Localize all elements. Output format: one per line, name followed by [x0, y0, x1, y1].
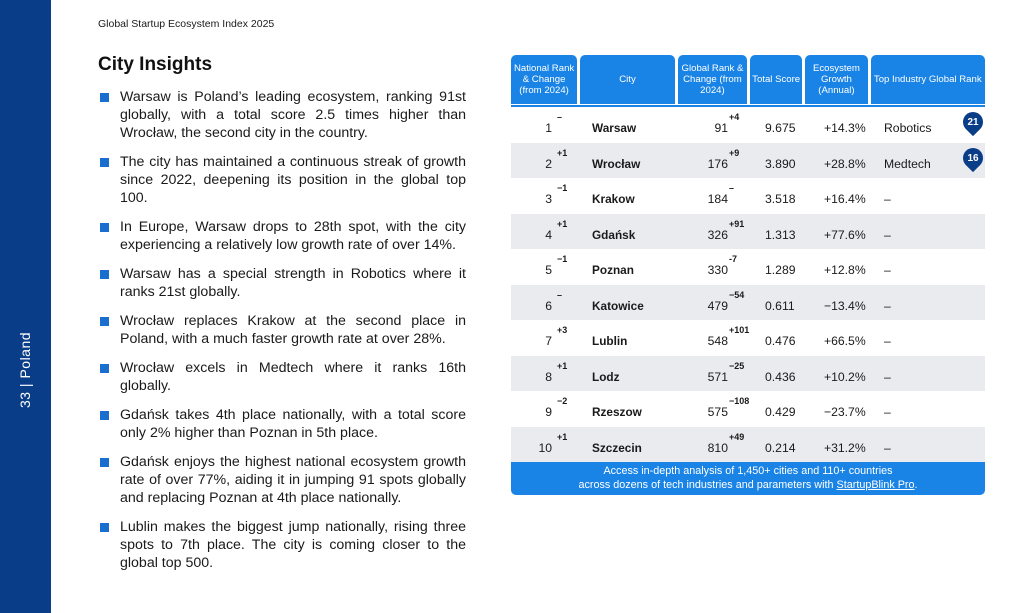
insight-item — [98, 265, 466, 301]
header-global-rank: Global Rank & Change (from 2024) — [678, 55, 747, 104]
global-rank-change: +49 — [729, 431, 745, 442]
global-rank: 810 — [707, 440, 728, 455]
insight-text: Gdańsk takes 4th place nationally, with a total score only 2% higher than Poznan in 5th place. — [120, 407, 466, 441]
global-rank: 571 — [707, 369, 728, 384]
ranking-table — [511, 55, 985, 495]
national-rank: 6 — [545, 298, 552, 313]
promo-line-2 — [517, 478, 979, 492]
national-rank: 7 — [545, 334, 552, 348]
sidebar — [0, 0, 51, 613]
national-rank: 2 — [545, 156, 552, 171]
industry-rank-badge: 16 — [967, 152, 979, 163]
insight-item — [98, 312, 466, 348]
global-rank-change: −108 — [729, 396, 750, 406]
global-rank: 575 — [707, 405, 728, 419]
total-score: 0.611 — [765, 298, 795, 313]
global-rank-change: −54 — [729, 289, 745, 300]
city-name: Rzeszow — [592, 405, 642, 419]
bullet-marker — [100, 270, 109, 279]
insight-text: Gdańsk enjoys the highest national ecosystem growth rate of over 77%, aiding it in jumping 91 spots globally and replacing Poznan at 4th place nationally. — [120, 454, 466, 506]
insight-item — [98, 218, 466, 254]
bullet-marker — [100, 93, 109, 102]
national-rank-change: −1 — [557, 183, 568, 193]
insight-text: Warsaw is Poland’s leading ecosystem, ranking 91st globally, with a total score 2.5 times higher than Wrocław, the second city in the country. — [120, 89, 466, 141]
insight-text: In Europe, Warsaw drops to 28th spot, with the city experiencing a relatively low growth rate of over 14%. — [120, 219, 466, 253]
national-rank: 5 — [545, 263, 552, 277]
ecosystem-growth: +28.8% — [824, 156, 866, 171]
insight-item — [98, 453, 466, 507]
insight-item — [98, 359, 466, 395]
global-rank: 184 — [707, 192, 728, 206]
national-rank-change: – — [557, 289, 563, 300]
ecosystem-growth: +10.2% — [824, 369, 866, 384]
global-rank: 479 — [707, 298, 728, 313]
table-row — [511, 214, 985, 250]
city-name: Szczecin — [592, 440, 642, 455]
bullet-marker — [100, 223, 109, 232]
startupblink-pro-link[interactable]: StartupBlink Pro — [836, 479, 915, 491]
global-rank-change: -7 — [729, 254, 738, 264]
national-rank-change: – — [557, 112, 563, 122]
ecosystem-growth: −23.7% — [824, 405, 866, 419]
national-rank-change: +1 — [557, 218, 568, 229]
global-rank-change: +9 — [729, 147, 740, 158]
header-city: City — [580, 55, 675, 104]
top-industry: – — [884, 227, 891, 242]
total-score: 9.675 — [765, 121, 796, 135]
table-row — [511, 391, 985, 427]
header-top-industry: Top Industry Global Rank — [871, 55, 985, 104]
insight-text: Wrocław excels in Medtech where it ranks 16th globally. — [120, 360, 466, 394]
promo-line-2-text: across dozens of tech industries and parameters with — [578, 479, 834, 491]
global-rank-change: +101 — [729, 325, 750, 335]
bullet-marker — [100, 158, 109, 167]
report-title: Global Startup Ecosystem Index 2025 — [98, 18, 275, 30]
insight-text: The city has maintained a continuous streak of growth since 2022, deepening its position in the global top 100. — [120, 154, 466, 206]
national-rank: 1 — [545, 121, 552, 135]
top-industry: – — [884, 192, 891, 206]
header-national-rank: National Rank & Change (from 2024) — [511, 55, 577, 104]
table-row — [511, 107, 985, 143]
insight-item — [98, 88, 466, 142]
table-row — [511, 285, 985, 321]
national-rank: 3 — [545, 192, 552, 206]
page-label: 33 | Poland — [17, 331, 33, 409]
bullet-marker — [100, 411, 109, 420]
insight-text: Warsaw has a special strength in Robotics where it ranks 21st globally. — [120, 266, 466, 300]
insight-item — [98, 406, 466, 442]
national-rank-change: +1 — [557, 147, 568, 158]
global-rank: 330 — [707, 263, 728, 277]
national-rank-change: +1 — [557, 431, 568, 442]
global-rank-change: +4 — [729, 112, 740, 122]
total-score: 1.289 — [765, 263, 796, 277]
ecosystem-growth: +14.3% — [824, 121, 866, 135]
top-industry: – — [884, 298, 891, 313]
city-name: Warsaw — [592, 121, 637, 135]
city-name: Poznan — [592, 263, 634, 277]
bullet-marker — [100, 317, 109, 326]
total-score: 0.436 — [765, 369, 796, 384]
section-title: City Insights — [98, 54, 213, 75]
global-rank: 548 — [707, 334, 728, 348]
global-rank: 91 — [714, 121, 728, 135]
top-industry: – — [884, 369, 891, 384]
global-rank-change: +91 — [729, 218, 745, 229]
national-rank-change: −2 — [557, 396, 568, 406]
table-row — [511, 143, 985, 179]
national-rank: 8 — [545, 369, 552, 384]
national-rank: 10 — [538, 440, 552, 455]
table-row — [511, 427, 985, 463]
table-row — [511, 320, 985, 356]
promo-footer — [511, 462, 985, 495]
table-row — [511, 249, 985, 285]
table-header — [511, 55, 985, 104]
table-row — [511, 356, 985, 392]
insight-item — [98, 153, 466, 207]
bullet-marker — [100, 523, 109, 532]
promo-line-2-end: . — [914, 479, 918, 491]
national-rank-change: +1 — [557, 360, 568, 371]
total-score: 3.518 — [765, 192, 796, 206]
global-rank-change: – — [729, 183, 735, 193]
city-name: Wrocław — [592, 156, 641, 171]
total-score: 0.429 — [765, 405, 796, 419]
city-name: Gdańsk — [592, 227, 636, 242]
top-industry: – — [884, 440, 891, 455]
national-rank: 4 — [545, 227, 552, 242]
top-industry: – — [884, 263, 891, 277]
national-rank: 9 — [545, 405, 552, 419]
global-rank-change: −25 — [729, 360, 745, 371]
insights-list — [98, 88, 466, 583]
city-name: Lodz — [592, 369, 620, 384]
ecosystem-growth: +16.4% — [824, 192, 866, 206]
ecosystem-growth: −13.4% — [824, 298, 866, 313]
total-score: 0.214 — [765, 440, 796, 455]
insight-text: Wrocław replaces Krakow at the second place in Poland, with a much faster growth rate at over 28%. — [120, 313, 466, 347]
ecosystem-growth: +31.2% — [824, 440, 866, 455]
table-row — [511, 178, 985, 214]
industry-rank-badge: 21 — [967, 116, 979, 128]
global-rank: 176 — [707, 156, 728, 171]
total-score: 3.890 — [765, 156, 796, 171]
city-name: Lublin — [592, 334, 628, 348]
bullet-marker — [100, 364, 109, 373]
city-name: Krakow — [592, 192, 635, 206]
global-rank: 326 — [707, 227, 728, 242]
map-pin-icon — [959, 143, 987, 171]
top-industry: – — [884, 334, 891, 348]
ecosystem-growth: +12.8% — [824, 263, 866, 277]
total-score: 1.313 — [765, 227, 796, 242]
top-industry: – — [884, 405, 891, 419]
national-rank-change: +3 — [557, 325, 568, 335]
top-industry: Robotics — [884, 121, 932, 135]
insight-item — [98, 518, 466, 572]
top-industry: Medtech — [884, 156, 931, 171]
bullet-marker — [100, 458, 109, 467]
promo-line-1: Access in-depth analysis of 1,450+ cities and 110+ countries — [603, 465, 893, 477]
ecosystem-growth: +77.6% — [824, 227, 866, 242]
header-ecosystem-growth: Ecosystem Growth (Annual) — [805, 55, 867, 104]
total-score: 0.476 — [765, 334, 796, 348]
city-name: Katowice — [592, 298, 644, 313]
insight-text: Lublin makes the biggest jump nationally, rising three spots to 7th place. The city is coming closer to the global top 500. — [120, 519, 466, 571]
national-rank-change: −1 — [557, 254, 568, 264]
header-total-score: Total Score — [750, 55, 802, 104]
ecosystem-growth: +66.5% — [824, 334, 866, 348]
map-pin-icon — [959, 108, 987, 136]
